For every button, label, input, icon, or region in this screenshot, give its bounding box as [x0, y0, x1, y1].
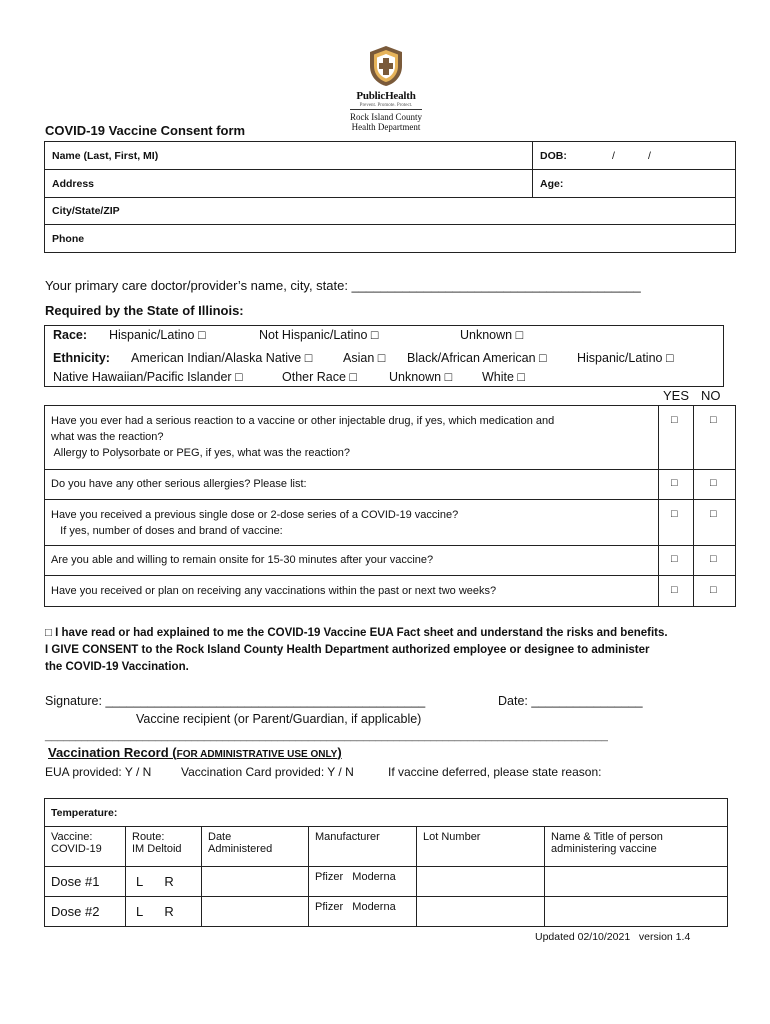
header-line: Manufacturer: [315, 831, 380, 843]
card-provided[interactable]: Vaccination Card provided: Y / N: [181, 765, 354, 779]
header-line: Vaccine:: [51, 831, 93, 843]
race-option-unknown[interactable]: Unknown □: [460, 328, 524, 342]
race-option-not-hispanic[interactable]: Not Hispanic/Latino □: [259, 328, 379, 342]
dose-label: Dose #1: [45, 867, 126, 897]
administered-by-cell[interactable]: [545, 867, 728, 897]
footer-version: Updated 02/10/2021 version 1.4: [535, 931, 691, 943]
eua-provided[interactable]: EUA provided: Y / N: [45, 765, 152, 779]
q2-yes-checkbox[interactable]: □: [671, 477, 678, 489]
q1-no-checkbox[interactable]: □: [710, 414, 717, 426]
lot-number-cell[interactable]: [417, 897, 545, 927]
record-title-small: FOR ADMINISTRATIVE USE ONLY: [176, 749, 338, 760]
temperature-cell[interactable]: [45, 799, 728, 827]
administered-by-cell[interactable]: [545, 897, 728, 927]
table-row: [45, 897, 728, 927]
ethnicity-option-white[interactable]: White □: [482, 370, 525, 384]
header-line: Lot Number: [423, 831, 481, 843]
logo-org-name: PublicHealth: [356, 90, 416, 102]
question-text: what was the reaction?: [51, 431, 164, 443]
deferred-reason[interactable]: If vaccine deferred, please state reason:: [388, 765, 602, 779]
no-column-header: NO: [701, 388, 721, 403]
ethnicity-label: Ethnicity:: [53, 351, 110, 365]
record-title-main: Vaccination Record (: [48, 745, 177, 760]
temperature-label: Temperature:: [51, 806, 118, 819]
consent-line: I GIVE CONSENT to the Rock Island County Health Department authorized employee or designee to administer: [45, 644, 650, 656]
header-line: IM Deltoid: [132, 843, 182, 855]
question-remain-onsite: Are you able and willing to remain onsite for 15-30 minutes after your vaccine?: [51, 554, 434, 566]
ethnicity-option-native-hawaiian[interactable]: Native Hawaiian/Pacific Islander □: [53, 370, 243, 384]
q4-yes-checkbox[interactable]: □: [671, 553, 678, 565]
consent-line: the COVID-19 Vaccination.: [45, 661, 189, 673]
header-date: [202, 827, 309, 867]
consent-statement[interactable]: [45, 625, 745, 676]
vaccination-record-title: [48, 745, 342, 760]
dob-label: DOB:: [540, 150, 567, 162]
route-options[interactable]: L R: [126, 867, 202, 897]
question-text: If yes, number of doses and brand of vaccine:: [51, 525, 283, 537]
ethnicity-option-asian[interactable]: Asian □: [343, 351, 386, 365]
race-label: Race:: [53, 328, 88, 342]
q5-no-checkbox[interactable]: □: [710, 584, 717, 596]
question-other-vaccinations: Have you received or plan on receiving any vaccinations within the past or next two weeks?: [51, 585, 497, 597]
header-route: [126, 827, 202, 867]
logo-department: Health Department: [351, 122, 421, 132]
q2-no-checkbox[interactable]: □: [710, 477, 717, 489]
ethnicity-option-hispanic[interactable]: Hispanic/Latino □: [577, 351, 674, 365]
header-line: Administered: [208, 843, 273, 855]
yes-column-header: YES: [663, 388, 690, 403]
q4-no-checkbox[interactable]: □: [710, 553, 717, 565]
header-line: administering vaccine: [551, 843, 657, 855]
lot-number-cell[interactable]: [417, 867, 545, 897]
question-text: Have you received a previous single dose or 2-dose series of a COVID-19 vaccine?: [51, 509, 459, 521]
header-manufacturer: [309, 827, 417, 867]
section-divider: ____________________________________________________________________________________________: [45, 730, 608, 742]
name-field[interactable]: Name (Last, First, MI): [52, 150, 159, 162]
form-title: COVID-19 Vaccine Consent form: [45, 123, 246, 138]
vaccination-table: [44, 798, 728, 927]
header-administered-by: [545, 827, 728, 867]
header-line: Route:: [132, 831, 165, 843]
health-department-logo: [344, 44, 428, 132]
date-field[interactable]: Date: ________________: [498, 694, 643, 708]
dob-field[interactable]: [540, 150, 651, 162]
question-text: Allergy to Polysorbate or PEG, if yes, what was the reaction?: [51, 447, 350, 459]
ethnicity-option-black[interactable]: Black/African American □: [407, 351, 547, 365]
q5-yes-checkbox[interactable]: □: [671, 584, 678, 596]
manufacturer-options[interactable]: Pfizer Moderna: [309, 867, 417, 897]
shield-cross-icon: [366, 44, 406, 88]
age-field[interactable]: Age:: [540, 178, 564, 190]
record-title-end: ): [337, 745, 342, 760]
header-line: Name & Title of person: [551, 831, 663, 843]
logo-county: Rock Island County: [350, 112, 422, 122]
question-text: Have you ever had a serious reaction to a vaccine or other injectable drug, if yes, which medication and: [51, 415, 555, 427]
date-administered-cell[interactable]: [202, 867, 309, 897]
city-state-zip-field[interactable]: City/State/ZIP: [52, 205, 120, 217]
question-serious-reaction: [51, 413, 651, 461]
header-vaccine: [45, 827, 126, 867]
race-option-hispanic[interactable]: Hispanic/Latino □: [109, 328, 206, 342]
manufacturer-options[interactable]: Pfizer Moderna: [309, 897, 417, 927]
required-heading: Required by the State of Illinois:: [45, 303, 244, 318]
dob-separator: /: [648, 150, 651, 162]
question-other-allergies: Do you have any other serious allergies? Please list:: [51, 478, 307, 490]
header-line: Date: [208, 831, 232, 843]
patient-info-box: [44, 141, 736, 253]
dose-label: Dose #2: [45, 897, 126, 927]
header-line: COVID-19: [51, 843, 102, 855]
logo-tagline: Prevent. Promote. Protect.: [350, 103, 422, 110]
ethnicity-option-unknown[interactable]: Unknown □: [389, 370, 453, 384]
route-options[interactable]: L R: [126, 897, 202, 927]
signature-field[interactable]: Signature: ______________________________________________: [45, 694, 426, 708]
dob-separator: /: [612, 150, 615, 162]
table-header-row: [45, 827, 728, 867]
q3-yes-checkbox[interactable]: □: [671, 508, 678, 520]
header-lot-number: [417, 827, 545, 867]
provider-line[interactable]: Your primary care doctor/provider’s name, city, state: ________________________________________: [45, 278, 641, 293]
address-field[interactable]: Address: [52, 178, 95, 190]
consent-line: □ I have read or had explained to me the COVID-19 Vaccine EUA Fact sheet and understand the risks and benefits.: [45, 627, 668, 639]
signature-caption: Vaccine recipient (or Parent/Guardian, if applicable): [136, 712, 422, 726]
date-administered-cell[interactable]: [202, 897, 309, 927]
phone-field[interactable]: Phone: [52, 233, 85, 245]
q1-yes-checkbox[interactable]: □: [671, 414, 678, 426]
table-row: [45, 867, 728, 897]
q3-no-checkbox[interactable]: □: [710, 508, 717, 520]
ethnicity-option-other[interactable]: Other Race □: [282, 370, 357, 384]
question-previous-dose: [51, 507, 651, 539]
ethnicity-option-american-indian[interactable]: American Indian/Alaska Native □: [131, 351, 313, 365]
